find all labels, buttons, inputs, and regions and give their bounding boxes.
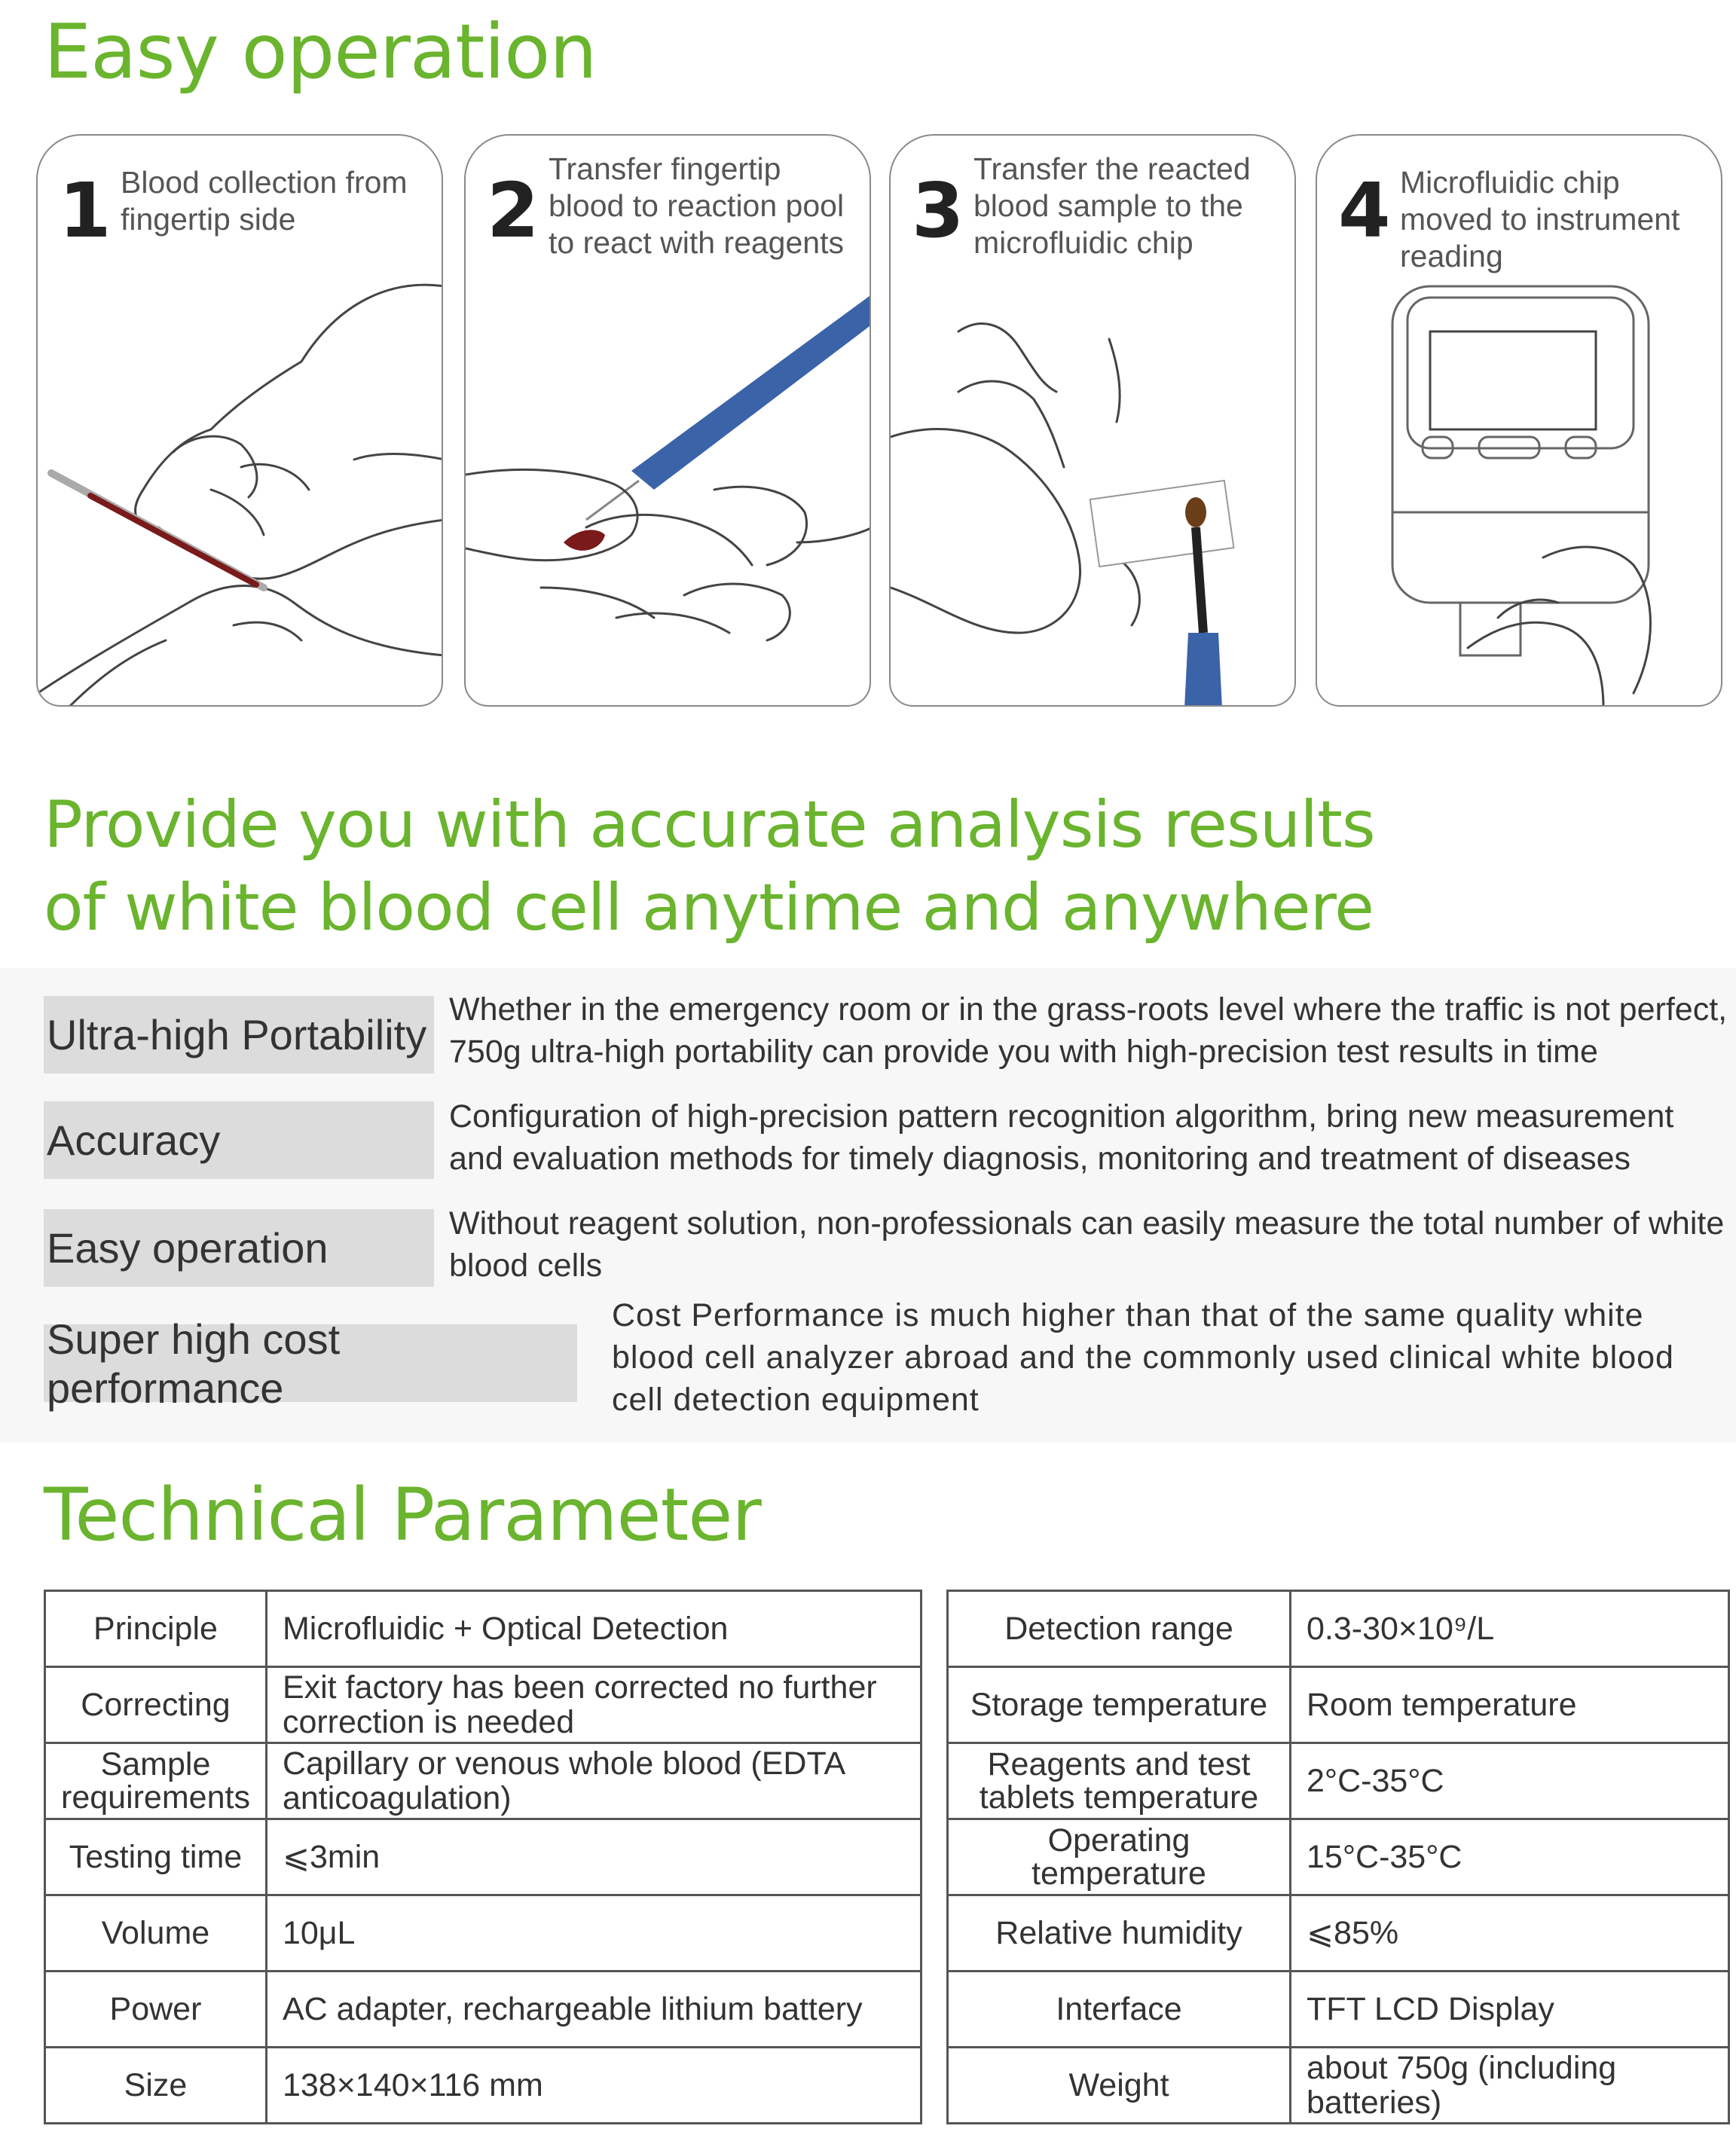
param-key: Operating temperature bbox=[948, 1819, 1291, 1895]
param-value: about 750g (including batteries) bbox=[1291, 2048, 1729, 2124]
param-key: Principle bbox=[45, 1591, 267, 1667]
feature-label-cost: Super high cost performance bbox=[44, 1324, 577, 1402]
param-value: TFT LCD Display bbox=[1291, 1972, 1729, 2048]
step-card-4 bbox=[1316, 134, 1722, 707]
param-value: 0.3-30×10⁹/L bbox=[1291, 1591, 1729, 1667]
param-value: Microfluidic + Optical Detection bbox=[266, 1591, 921, 1667]
param-key: Interface bbox=[948, 1972, 1291, 2048]
feature-desc-portability: Whether in the emergency room or in the grass-roots level where the traffic is not perfect, 750g ultra-high portability can provide you with high-precision test results in time bbox=[449, 991, 1728, 1070]
table-row bbox=[948, 1819, 1729, 1895]
table-row bbox=[948, 1895, 1729, 1972]
provide-title bbox=[44, 783, 1375, 949]
feature-desc-cost: Cost Performance is much higher than that of the same quality white blood cell analyzer abroad and the commonly used clinical white blood cell detection equipment bbox=[612, 1297, 1674, 1418]
feature-label-accuracy: Accuracy bbox=[44, 1101, 434, 1179]
param-value: AC adapter, rechargeable lithium battery bbox=[266, 1972, 921, 2048]
table-row bbox=[45, 1667, 921, 1743]
table-row bbox=[45, 1743, 921, 1819]
param-value: 138×140×116 mm bbox=[266, 2048, 921, 2124]
feature-label-portability: Ultra-high Portability bbox=[44, 996, 434, 1074]
table-row bbox=[948, 1972, 1729, 2048]
param-key: Relative humidity bbox=[948, 1895, 1291, 1972]
param-key: Correcting bbox=[45, 1667, 267, 1743]
step-description: Transfer fingertip blood to reaction pool to react with reagents bbox=[549, 151, 845, 260]
table-row bbox=[45, 2048, 921, 2124]
feature-label-easy: Easy operation bbox=[44, 1209, 434, 1287]
param-value: Exit factory has been corrected no further correction is needed bbox=[266, 1667, 921, 1743]
param-key: Reagents and test tablets temperature bbox=[948, 1743, 1291, 1819]
param-key: Storage temperature bbox=[948, 1667, 1291, 1743]
table-row bbox=[45, 1819, 921, 1895]
feature-desc-easy: Without reagent solution, non-professionals can easily measure the total number of white blood cells bbox=[449, 1205, 1725, 1284]
step-description: Transfer the reacted blood sample to the microfluidic chip bbox=[973, 151, 1251, 260]
param-value: ⩽85% bbox=[1291, 1895, 1729, 1972]
params-table-right bbox=[946, 1590, 1730, 2124]
table-row bbox=[948, 1667, 1729, 1743]
param-value: ⩽3min bbox=[266, 1819, 921, 1895]
step-card-1 bbox=[36, 134, 443, 707]
param-key: Volume bbox=[45, 1895, 267, 1972]
table-row bbox=[45, 1591, 921, 1667]
table-row bbox=[45, 1972, 921, 2048]
param-value: 15°C-35°C bbox=[1291, 1819, 1729, 1895]
features-band bbox=[0, 968, 1736, 1443]
param-value: 2°C-35°C bbox=[1291, 1743, 1729, 1819]
technical-parameter-title: Technical Parameter bbox=[44, 1473, 761, 1557]
param-key: Weight bbox=[948, 2048, 1291, 2124]
param-value: Capillary or venous whole blood (EDTA anticoagulation) bbox=[266, 1743, 921, 1819]
param-key: Size bbox=[45, 2048, 267, 2124]
param-key: Power bbox=[45, 1972, 267, 2048]
step-number: 1 bbox=[59, 166, 112, 255]
param-value: Room temperature bbox=[1291, 1667, 1729, 1743]
table-row bbox=[948, 2048, 1729, 2124]
table-row bbox=[948, 1743, 1729, 1819]
step-description: Microfluidic chip moved to instrument reading bbox=[1400, 165, 1680, 273]
params-table-left bbox=[44, 1590, 922, 2124]
param-value: 10μL bbox=[266, 1895, 921, 1972]
param-key: Testing time bbox=[45, 1819, 267, 1895]
param-key: Sample requirements bbox=[45, 1743, 267, 1819]
step-number: 4 bbox=[1338, 166, 1391, 255]
easy-operation-title: Easy operation bbox=[44, 8, 597, 96]
step-number: 3 bbox=[912, 166, 964, 255]
table-row bbox=[45, 1895, 921, 1972]
table-row bbox=[948, 1591, 1729, 1667]
step-description: Blood collection from fingertip side bbox=[121, 165, 408, 237]
step-card-2 bbox=[464, 134, 871, 707]
step-number: 2 bbox=[487, 166, 539, 255]
provide-title-line1: Provide you with accurate analysis results bbox=[44, 787, 1375, 863]
param-key: Detection range bbox=[948, 1591, 1291, 1667]
provide-title-line2: of white blood cell anytime and anywhere bbox=[44, 870, 1374, 945]
step-card-3 bbox=[889, 134, 1296, 707]
feature-desc-accuracy: Configuration of high-precision pattern recognition algorithm, bring new measurement and evaluation methods for timely diagnosis, monitoring and treatment of diseases bbox=[449, 1098, 1674, 1177]
